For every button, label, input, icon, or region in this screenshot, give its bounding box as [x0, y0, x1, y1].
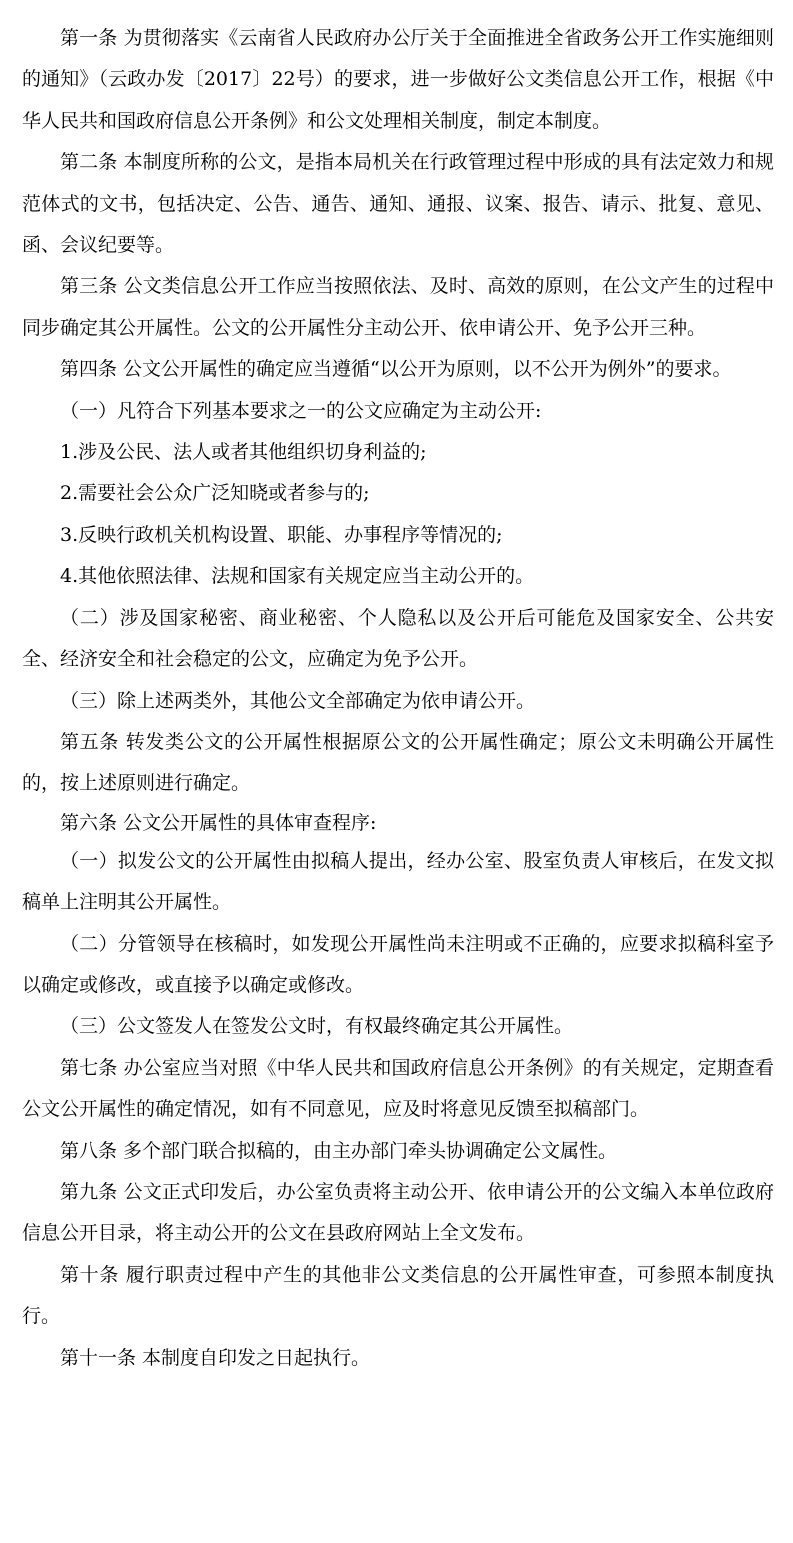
article-4-item-1: 1.涉及公民、法人或者其他组织切身利益的; [60, 441, 427, 464]
article-4-item-4: 4.其他依照法律、法规和国家有关规定应当主动公开的。 [60, 565, 535, 588]
article-9: 第九条 公文正式印发后，办公室负责将主动公开、依申请公开的公文编入本单位政府信息公开目录，将主动公开的公文在县政府网站上全文发布。 [22, 1180, 774, 1245]
article-8: 第八条 多个部门联合拟稿的，由主办部门牵头协调确定公文属性。 [60, 1139, 618, 1162]
article-11: 第十一条 本制度自印发之日起执行。 [60, 1346, 371, 1369]
article-2: 第二条 本制度所称的公文，是指本局机关在行政管理过程中形成的具有法定效力和规范体式的文书，包括决定、公告、通告、通知、通报、议案、报告、请示、批复、意见、函、会议纪要等。 [22, 151, 774, 257]
article-4-clause-2: （二）涉及国家秘密、商业秘密、个人隐私以及公开后可能危及国家安全、公共安全、经济安全和社会稳定的公文，应确定为免予公开。 [22, 606, 774, 671]
article-3: 第三条 公文类信息公开工作应当按照依法、及时、高效的原则，在公文产生的过程中同步确定其公开属性。公文的公开属性分主动公开、依申请公开、免予公开三种。 [22, 275, 774, 339]
article-4-clause-3: （三）除上述两类外，其他公文全部确定为依申请公开。 [60, 689, 536, 712]
article-10: 第十条 履行职责过程中产生的其他非公文类信息的公开属性审查，可参照本制度执行。 [22, 1263, 774, 1328]
article-4-item-3: 3.反映行政机关机构设置、职能、办事程序等情况的; [60, 523, 503, 546]
article-4-clause-1: （一）凡符合下列基本要求之一的公文应确定为主动公开: [60, 399, 542, 422]
article-4-item-2: 2.需要社会公众广泛知晓或者参与的; [60, 482, 370, 505]
article-7: 第七条 办公室应当对照《中华人民共和国政府信息公开条例》的有关规定，定期查看公文公开属性的确定情况，如有不同意见，应及时将意见反馈至拟稿部门。 [22, 1056, 774, 1121]
article-6-clause-1: （一）拟发公文的公开属性由拟稿人提出，经办公室、股室负责人审核后，在发文拟稿单上注明其公开属性。 [22, 849, 774, 914]
article-5: 第五条 转发类公文的公开属性根据原公文的公开属性确定；原公文未明确公开属性的，按上述原则进行确定。 [22, 730, 774, 795]
article-6: 第六条 公文公开属性的具体审查程序: [60, 811, 377, 834]
article-6-clause-2: （二）分管领导在核稿时，如发现公开属性尚未注明或不正确的，应要求拟稿科室予以确定或修改，或直接予以确定或修改。 [22, 932, 774, 996]
article-4: 第四条 公文公开属性的确定应当遵循“以公开为原则，以不公开为例外”的要求。 [60, 358, 732, 381]
article-6-clause-3: （三）公文签发人在签发公文时，有权最终确定其公开属性。 [60, 1015, 574, 1038]
document-body [22, 18, 774, 1379]
article-1: 第一条 为贯彻落实《云南省人民政府办公厅关于全面推进全省政务公开工作实施细则的通知》（云政办发〔2017〕22号）的要求，进一步做好公文类信息公开工作，根据《中华人民共和国政府信息公开条例》和公文处理相关制度，制定本制度。 [22, 27, 774, 132]
